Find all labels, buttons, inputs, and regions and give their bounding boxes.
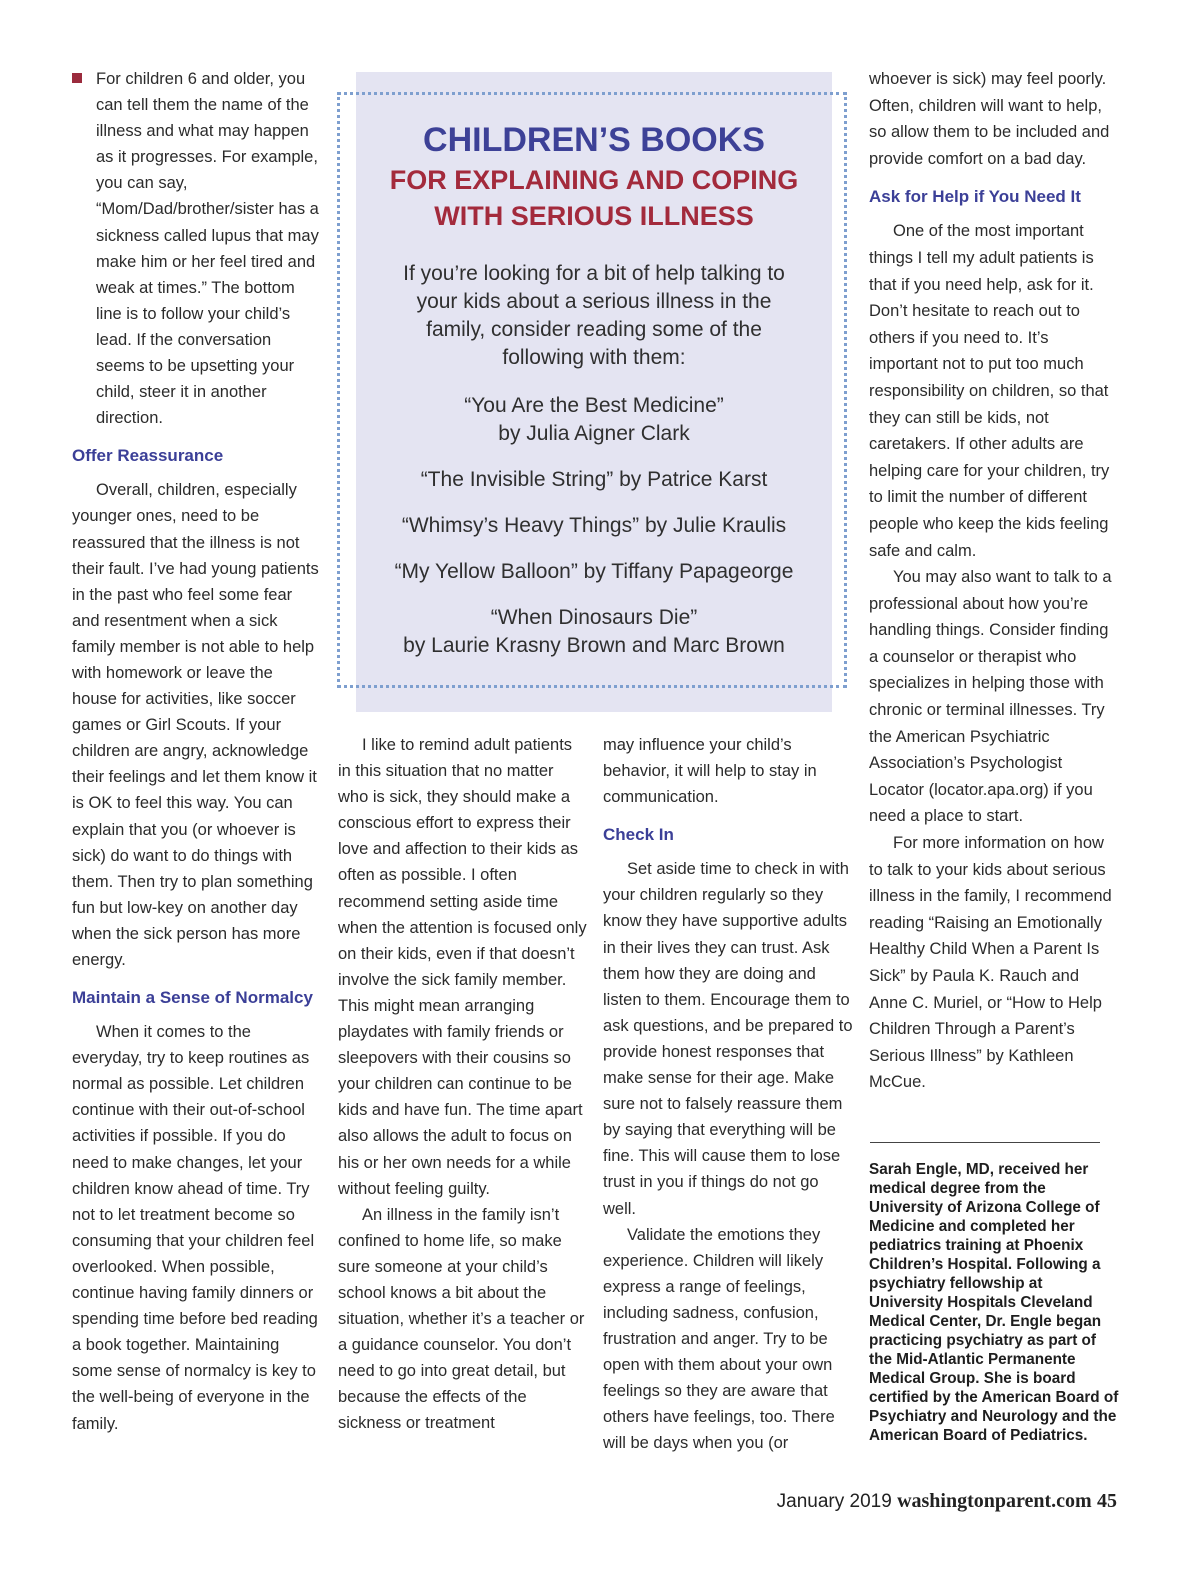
book-entry: [356, 466, 832, 494]
paragraph-school: An illness in the family isn’t confined to home life, so make sure someone at your child’s school knows a bit about the situation, whether it’s a teacher or a guidance counselor. You don’t need to go into great detail, but because the effects of the sickness or treatment: [338, 1205, 585, 1433]
column-4: [869, 66, 1121, 1096]
book-entry: [356, 512, 832, 540]
paragraph-check-in: Set aside time to check in with your children regularly so they know they have supportive adults in their lives they can trust. Ask them how they are doing and listen to them. Encourage them to ask questions, and be prepared to provide honest responses that make sense for their age. Make sure not to falsely reassure them by saying that everything will be fine. This will cause them to lose trust in you if things do not go well.: [603, 860, 853, 1218]
column-1: [72, 66, 322, 1437]
square-bullet-icon: [72, 73, 82, 83]
book-title: “You Are the Best Medicine”: [464, 394, 724, 417]
paragraph-help-2: You may also want to talk to a professional about how you’re handling things. Consider finding a counselor or therapist who specializes in helping those with chronic or terminal illnesses. Try the American Psychiatric Association’s Psychologist Locator (locator.apa.org) if you need a place to start.: [869, 568, 1112, 826]
bullet-text: For children 6 and older, you can tell them the name of the illness and what may happen as it progresses. For example, you can say, “Mom/Dad/brother/sister has a sickness called lupus that may make him or her feel tired and weak at times.” The bottom line is to follow your child’s lead. If the conversation seems to be upsetting your child, steer it in another direction.: [96, 70, 319, 428]
book-author: by Julia Aigner Clark: [498, 422, 690, 445]
paragraph-reassurance: Overall, children, especially younger ones, need to be reassured that the illness is not their fault. I’ve had young patients in the past who feel some fear and resentment when a sick family member is not able to help with homework or leave the house for activities, like soccer games or Girl Scouts. If your children are angry, acknowledge their feelings and let them know it is OK to feel this way. You can explain that you (or whoever is sick) do want to do things with them. Then try to plan something fun but low-key on another day when the sick person has more energy.: [72, 481, 319, 969]
paragraph-continued: may influence your child’s behavior, it will help to stay in communication.: [603, 736, 817, 807]
footer-site: washingtonparent.com: [897, 1490, 1092, 1512]
page-footer: [760, 1490, 1117, 1513]
paragraph-normalcy: When it comes to the everyday, try to keep routines as normal as possible. Let children continue with their out-of-school activities if possible. If you do need to make changes, let your children know ahead of time. Try not to let treatment become so consuming that your children feel overlooked. When possible, continue having family dinners or spending time before bed reading a book together. Maintaining some sense of normalcy is key to the well-being of everyone in the family.: [72, 1023, 318, 1433]
paragraph-validate: Validate the emotions they experience. Children will likely express a range of feelings, including sadness, confusion, frustration and anger. Try to be open with them about your own feelings so they are aware that others have feelings, too. There will be days when you (or: [603, 1225, 835, 1453]
book-entry: [356, 604, 832, 660]
book-entry: [356, 558, 832, 586]
book-title: “My Yellow Balloon” by Tiffany Papageorge: [394, 560, 794, 583]
heading-ask-for-help: Ask for Help if You Need It: [869, 187, 1081, 207]
sidebar-title: CHILDREN’S BOOKS: [423, 121, 765, 159]
paragraph-continued: whoever is sick) may feel poorly. Often, children will want to help, so allow them to be included and provide comfort on a bad day.: [869, 70, 1110, 168]
paragraph-help-1: One of the most important things I tell my adult patients is that if you need help, ask for it. Don’t hesitate to reach out to others if you need to. It’s important not to put too much responsibility on children, so that they can still be kids, not caretakers. If other adults are helping care for your children, try to limit the number of different people who keep the kids feeling safe and calm.: [869, 222, 1110, 560]
divider: [870, 1142, 1100, 1143]
book-title: “The Invisible String” by Patrice Karst: [420, 468, 768, 491]
book-title: “When Dinosaurs Die”: [490, 606, 698, 629]
bullet-item: [72, 66, 322, 431]
heading-normalcy: Maintain a Sense of Normalcy: [72, 988, 313, 1008]
paragraph-help-3: For more information on how to talk to your kids about serious illness in the family, I recommend reading “Raising an Emotionally Healthy Child When a Parent Is Sick” by Paula K. Rauch and Anne C. Muriel, or “How to Help Children Through a Parent’s Serious Illness” by Kathleen McCue.: [869, 834, 1112, 1092]
page-number: 45: [1097, 1490, 1117, 1512]
author-bio: Sarah Engle, MD, received her medical degree from the University of Arizona College of Medicine and completed her pediatrics training at Phoenix Children’s Hospital. Following a psychiatry fellowship at University Hospitals Cleveland Medical Center, Dr. Engle began practicing psychiatry as part of the Mid-Atlantic Permanente Medical Group. She is board certified by the American Board of Psychiatry and Neurology and the American Board of Pediatrics.: [869, 1161, 1119, 1444]
column-3: [603, 732, 855, 1456]
column-2: [338, 732, 588, 1437]
book-entry: [356, 392, 832, 448]
sidebar-subtitle-line2: WITH SERIOUS ILLNESS: [434, 201, 754, 231]
paragraph-remind: I like to remind adult patients in this situation that no matter who is sick, they should make a conscious effort to express their love and affection to their kids as often as possible. I often recommend setting aside time when the attention is focused only on their kids, even if that doesn’t involve the sick family member. This might mean arranging playdates with family friends or sleepovers with their cousins so your children can continue to be kids and have fun. The time apart also allows the adult to focus on his or her own needs for a while without feeling guilty.: [338, 736, 587, 1198]
heading-offer-reassurance: Offer Reassurance: [72, 446, 224, 466]
footer-date: January 2019: [776, 1491, 892, 1512]
book-title: “Whimsy’s Heavy Things” by Julie Kraulis: [401, 514, 787, 537]
heading-check-in: Check In: [603, 825, 674, 845]
sidebar-book-list: [356, 118, 832, 660]
sidebar-subtitle-line1: FOR EXPLAINING AND COPING: [389, 165, 799, 195]
book-author: by Laurie Krasny Brown and Marc Brown: [403, 634, 785, 657]
sidebar-intro: If you’re looking for a bit of help talking to your kids about a serious illness in the family, consider reading some of the following with them:: [403, 262, 785, 369]
